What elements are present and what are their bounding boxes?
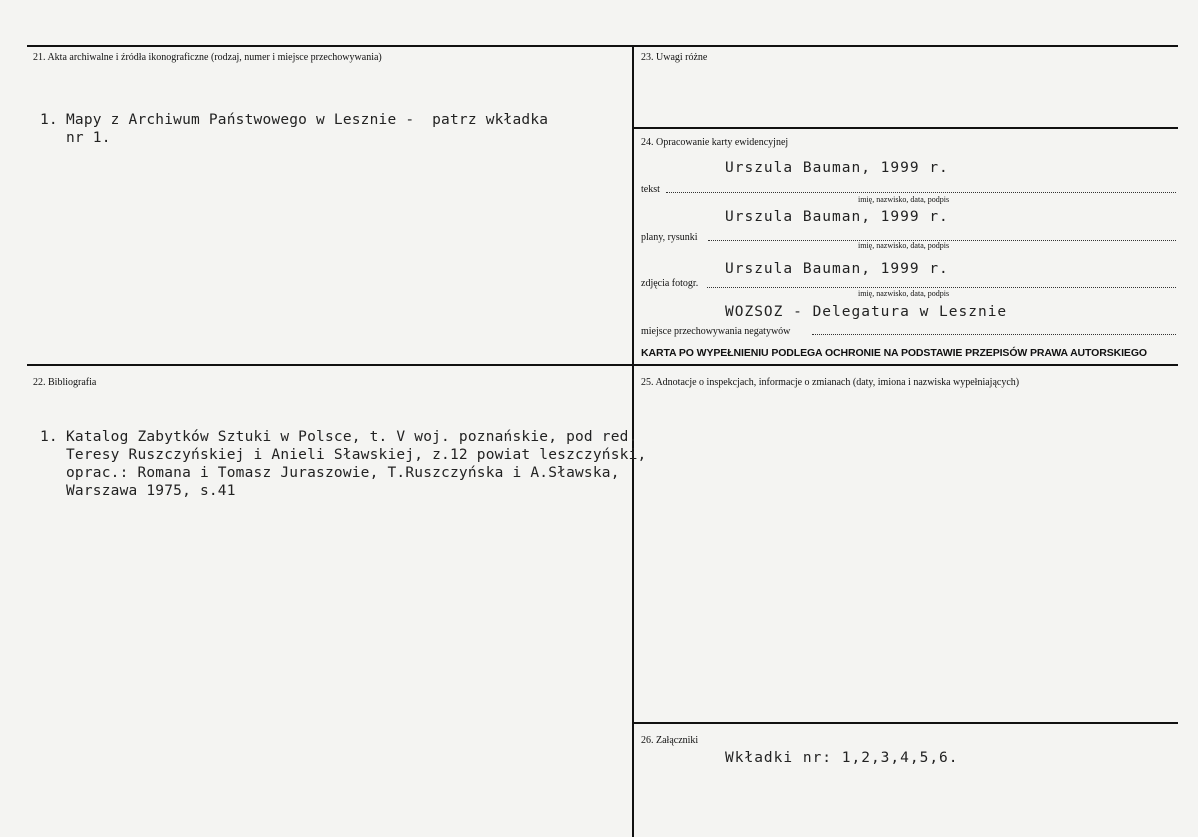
list-item-number: 1.: [40, 112, 58, 128]
section-24-title: 24. Opracowanie karty ewidencyjnej: [641, 137, 789, 148]
list-item-text: Mapy z Archiwum Państwowego w Lesznie - patrz wkładka nr 1.: [66, 112, 549, 146]
section-22-title: 22. Bibliografia: [33, 377, 97, 388]
rule-23-24: [632, 127, 1178, 129]
list-item-text: Katalog Zabytków Sztuki w Polsce, t. V woj. poznańskie, pod red. Teresy Ruszczyńskiej i Anieli Sławskiej, z.12 powiat leszczyński, oprac.: Romana i Tomasz Juraszowie, T.Ruszczyńska i A.Sławska, Warszawa 1975, s.41: [66, 429, 647, 499]
zdjecia-label: zdjęcia fotogr.: [641, 278, 699, 289]
miejsce-value: WOZSOZ - Delegatura w Lesznie: [725, 304, 1008, 320]
tekst-label: tekst: [641, 184, 660, 195]
section-23-title: 23. Uwagi różne: [641, 52, 708, 63]
rule-25-26: [632, 722, 1178, 724]
attachments-value: Wkładki nr: 1,2,3,4,5,6.: [725, 750, 959, 766]
copyright-notice: KARTA PO WYPEŁNIENIU PODLEGA OCHRONIE NA PODSTAWIE PRZEPISÓW PRAWA AUTORSKIEGO: [641, 347, 1147, 359]
plany-hint: imię, nazwisko, data, podpis: [858, 241, 950, 250]
section-21-list: [40, 75, 548, 183]
zdjecia-hint: imię, nazwisko, data, podpis: [858, 289, 950, 298]
section-21-title: 21. Akta archiwalne i źródła ikonograficzne (rodzaj, numer i miejsce przechowywania): [33, 52, 382, 63]
plany-label: plany, rysunki: [641, 232, 698, 243]
tekst-hint: imię, nazwisko, data, podpis: [858, 195, 950, 204]
miejsce-label: miejsce przechowywania negatywów: [641, 326, 791, 337]
middle-rule: [27, 364, 1178, 366]
list-item: [40, 111, 548, 147]
top-rule: [27, 45, 1178, 47]
tekst-value: Urszula Bauman, 1999 r.: [725, 160, 949, 176]
section-26-title: 26. Załączniki: [641, 735, 699, 746]
plany-value: Urszula Bauman, 1999 r.: [725, 209, 949, 225]
section-25-title: 25. Adnotacje o inspekcjach, informacje o zmianach (daty, imiona i nazwiska wypełniających): [641, 377, 1020, 388]
zdjecia-dotted-line: [707, 287, 1176, 288]
section-22-list: [40, 392, 646, 536]
tekst-dotted-line: [666, 192, 1176, 193]
list-item-number: 1.: [40, 429, 58, 445]
zdjecia-value: Urszula Bauman, 1999 r.: [725, 261, 949, 277]
list-item: [40, 428, 646, 500]
miejsce-dotted-line: [812, 334, 1176, 335]
